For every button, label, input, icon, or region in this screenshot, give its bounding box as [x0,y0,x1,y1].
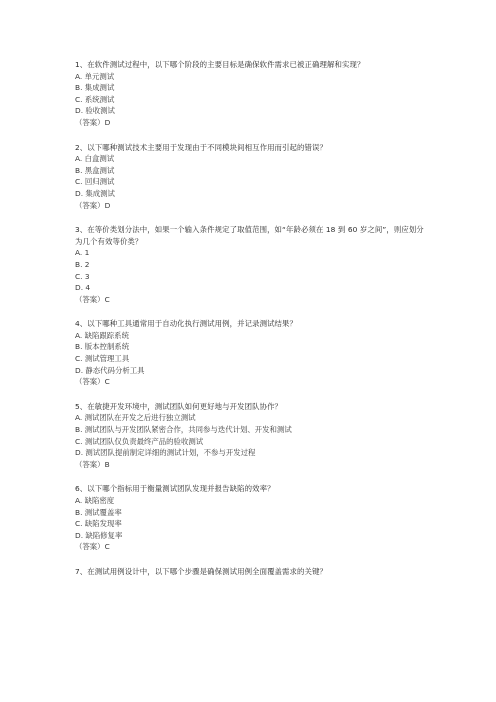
question-text: 1、在软件测试过程中，以下哪个阶段的主要目标是确保软件需求已被正确理解和实现？ [75,60,365,69]
question-text: 6、以下哪个指标用于衡量测试团队发现并报告缺陷的效率？ [75,484,275,494]
option-b: B. 黑盒测试 [75,165,115,175]
question-1 [75,59,425,129]
question-3 [75,224,425,305]
question-2 [75,142,425,212]
option-d: D. 静态代码分析工具 [75,365,145,375]
answer-line: （答案）B [75,459,110,469]
answer-line: （答案）C [75,377,110,387]
option-d: D. 验收测试 [75,106,115,116]
option-a: A. 测试团队在开发之后进行独立测试 [75,413,196,423]
question-list [75,59,425,591]
option-d: D. 4 [75,283,91,293]
question-text: 4、以下哪种工具通常用于自动化执行测试用例，并记录测试结果？ [75,319,298,329]
option-b: B. 测试团队与开发团队紧密合作，共同参与迭代计划、开发和测试 [75,425,292,435]
option-c: C. 系统测试 [75,94,115,104]
option-b: B. 2 [75,259,90,269]
option-b: B. 集成测试 [75,83,115,93]
option-c: C. 缺陷发现率 [75,519,122,529]
answer-line: （答案）D [75,200,111,210]
option-a: A. 白盒测试 [75,154,115,164]
option-b: B. 测试覆盖率 [75,507,122,517]
answer-line: （答案）D [75,117,111,127]
question-5 [75,401,425,471]
option-c: C. 测试团队仅负责最终产品的验收测试 [75,436,204,446]
question-text: 7、在测试用例设计中，以下哪个步骤是确保测试用例全面覆盖需求的关键？ [75,566,327,576]
option-a: A. 1 [75,248,90,258]
question-6 [75,483,425,553]
option-a: A. 缺陷跟踪系统 [75,330,129,340]
option-a: A. 单元测试 [75,71,115,81]
option-c: C. 测试管理工具 [75,354,130,364]
option-d: D. 集成测试 [75,188,115,198]
question-4 [75,318,425,388]
option-d: D. 测试团队提前制定详细的测试计划，不参与开发过程 [75,448,256,458]
option-a: A. 缺陷密度 [75,496,115,505]
option-b: B. 版本控制系统 [75,342,130,352]
question-7 [75,566,425,578]
answer-line: （答案）C [75,542,110,552]
question-text: 3、在等价类划分法中，如果一个输入条件规定了取值范围，如“年龄必须在 18 到 60 岁之间”，则应划分为几个有效等价类？ [75,225,424,246]
question-text: 5、在敏捷开发环境中，测试团队如何更好地与开发团队协作？ [75,401,283,411]
option-c: C. 3 [75,271,90,281]
answer-line: （答案）C [75,294,110,304]
option-d: D. 缺陷修复率 [75,530,123,540]
question-text: 2、以下哪种测试技术主要用于发现由于不同模块间相互作用而引起的错误？ [75,142,327,152]
option-c: C. 回归测试 [75,177,115,187]
